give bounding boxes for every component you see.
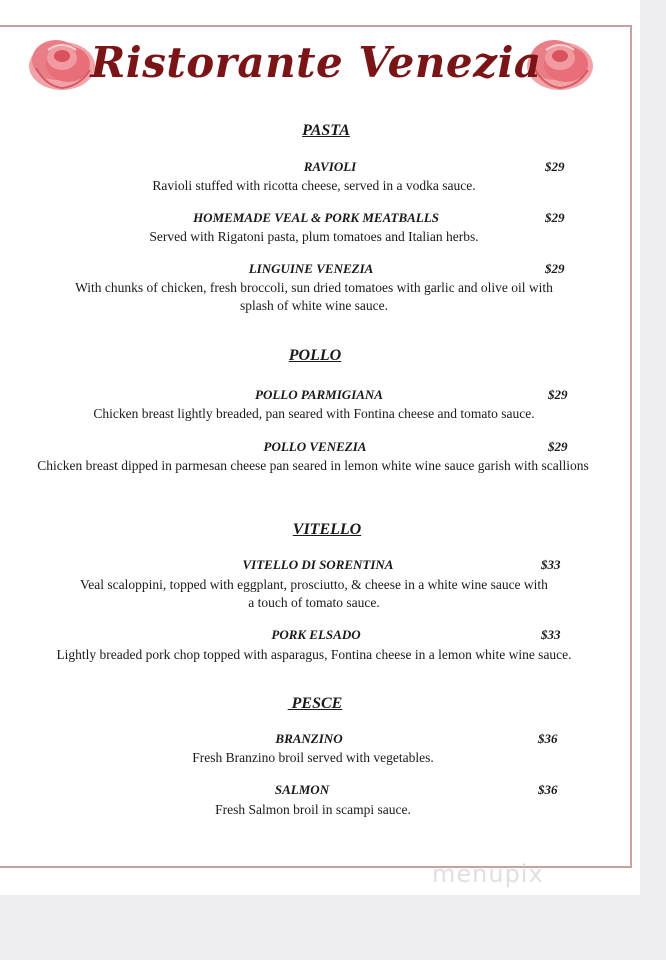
dish-description: Served with Rigatoni pasta, plum tomatoes and Italian herbs.	[149, 229, 479, 244]
dish-name: BRANZINO	[275, 731, 343, 746]
section-title-pollo: POLLO	[288, 347, 342, 364]
dish-name: HOMEMADE VEAL & PORK MEATBALLS	[193, 210, 439, 225]
dish-price: $33	[541, 557, 561, 572]
dish-description: Veal scaloppini, topped with eggplant, prosciutto, & cheese in a white wine sauce with a touch of tomato sauce.	[80, 577, 548, 610]
section-title-pesce: PESCE	[287, 695, 343, 712]
dish-description: Fresh Salmon broil in scampi sauce.	[215, 802, 411, 817]
dish-price: $29	[548, 387, 568, 402]
dish-name: PORK ELSADO	[271, 627, 361, 642]
dish-price: $36	[538, 731, 558, 746]
menupix-watermark: menupix	[432, 860, 544, 888]
dish-description: Chicken breast lightly breaded, pan seared with Fontina cheese and tomato sauce.	[93, 406, 535, 421]
dish-description: With chunks of chicken, fresh broccoli, sun dried tomatoes with garlic and olive oil with splash of white wine sauce.	[75, 280, 553, 313]
dish-price: $36	[538, 782, 558, 797]
dish-price: $29	[545, 210, 565, 225]
dish-price: $29	[548, 439, 568, 454]
dish-name: SALMON	[274, 782, 330, 797]
dish-description: Lightly breaded pork chop topped with asparagus, Fontina cheese in a lemon white wine sauce.	[56, 647, 572, 662]
dish-price: $33	[541, 627, 561, 642]
dish-description: Chicken breast dipped in parmesan cheese pan seared in lemon white wine sauce garish with scallions	[37, 458, 589, 473]
section-title-pasta: PASTA	[302, 122, 350, 139]
dish-price: $29	[545, 261, 565, 276]
section-title-vitello: VITELLO	[292, 521, 362, 538]
dish-name: VITELLO DI SORENTINA	[242, 557, 394, 572]
dish-name: LINGUINE VENEZIA	[248, 261, 374, 276]
restaurant-title: Ristorante Venezia	[90, 38, 542, 87]
dish-description: Fresh Branzino broil served with vegetables.	[192, 750, 434, 765]
dish-price: $29	[545, 159, 565, 174]
dish-name: POLLO VENEZIA	[263, 439, 367, 454]
dish-description: Ravioli stuffed with ricotta cheese, served in a vodka sauce.	[152, 178, 476, 193]
dish-name: RAVIOLI	[303, 159, 357, 174]
dish-name: POLLO PARMIGIANA	[255, 387, 383, 402]
